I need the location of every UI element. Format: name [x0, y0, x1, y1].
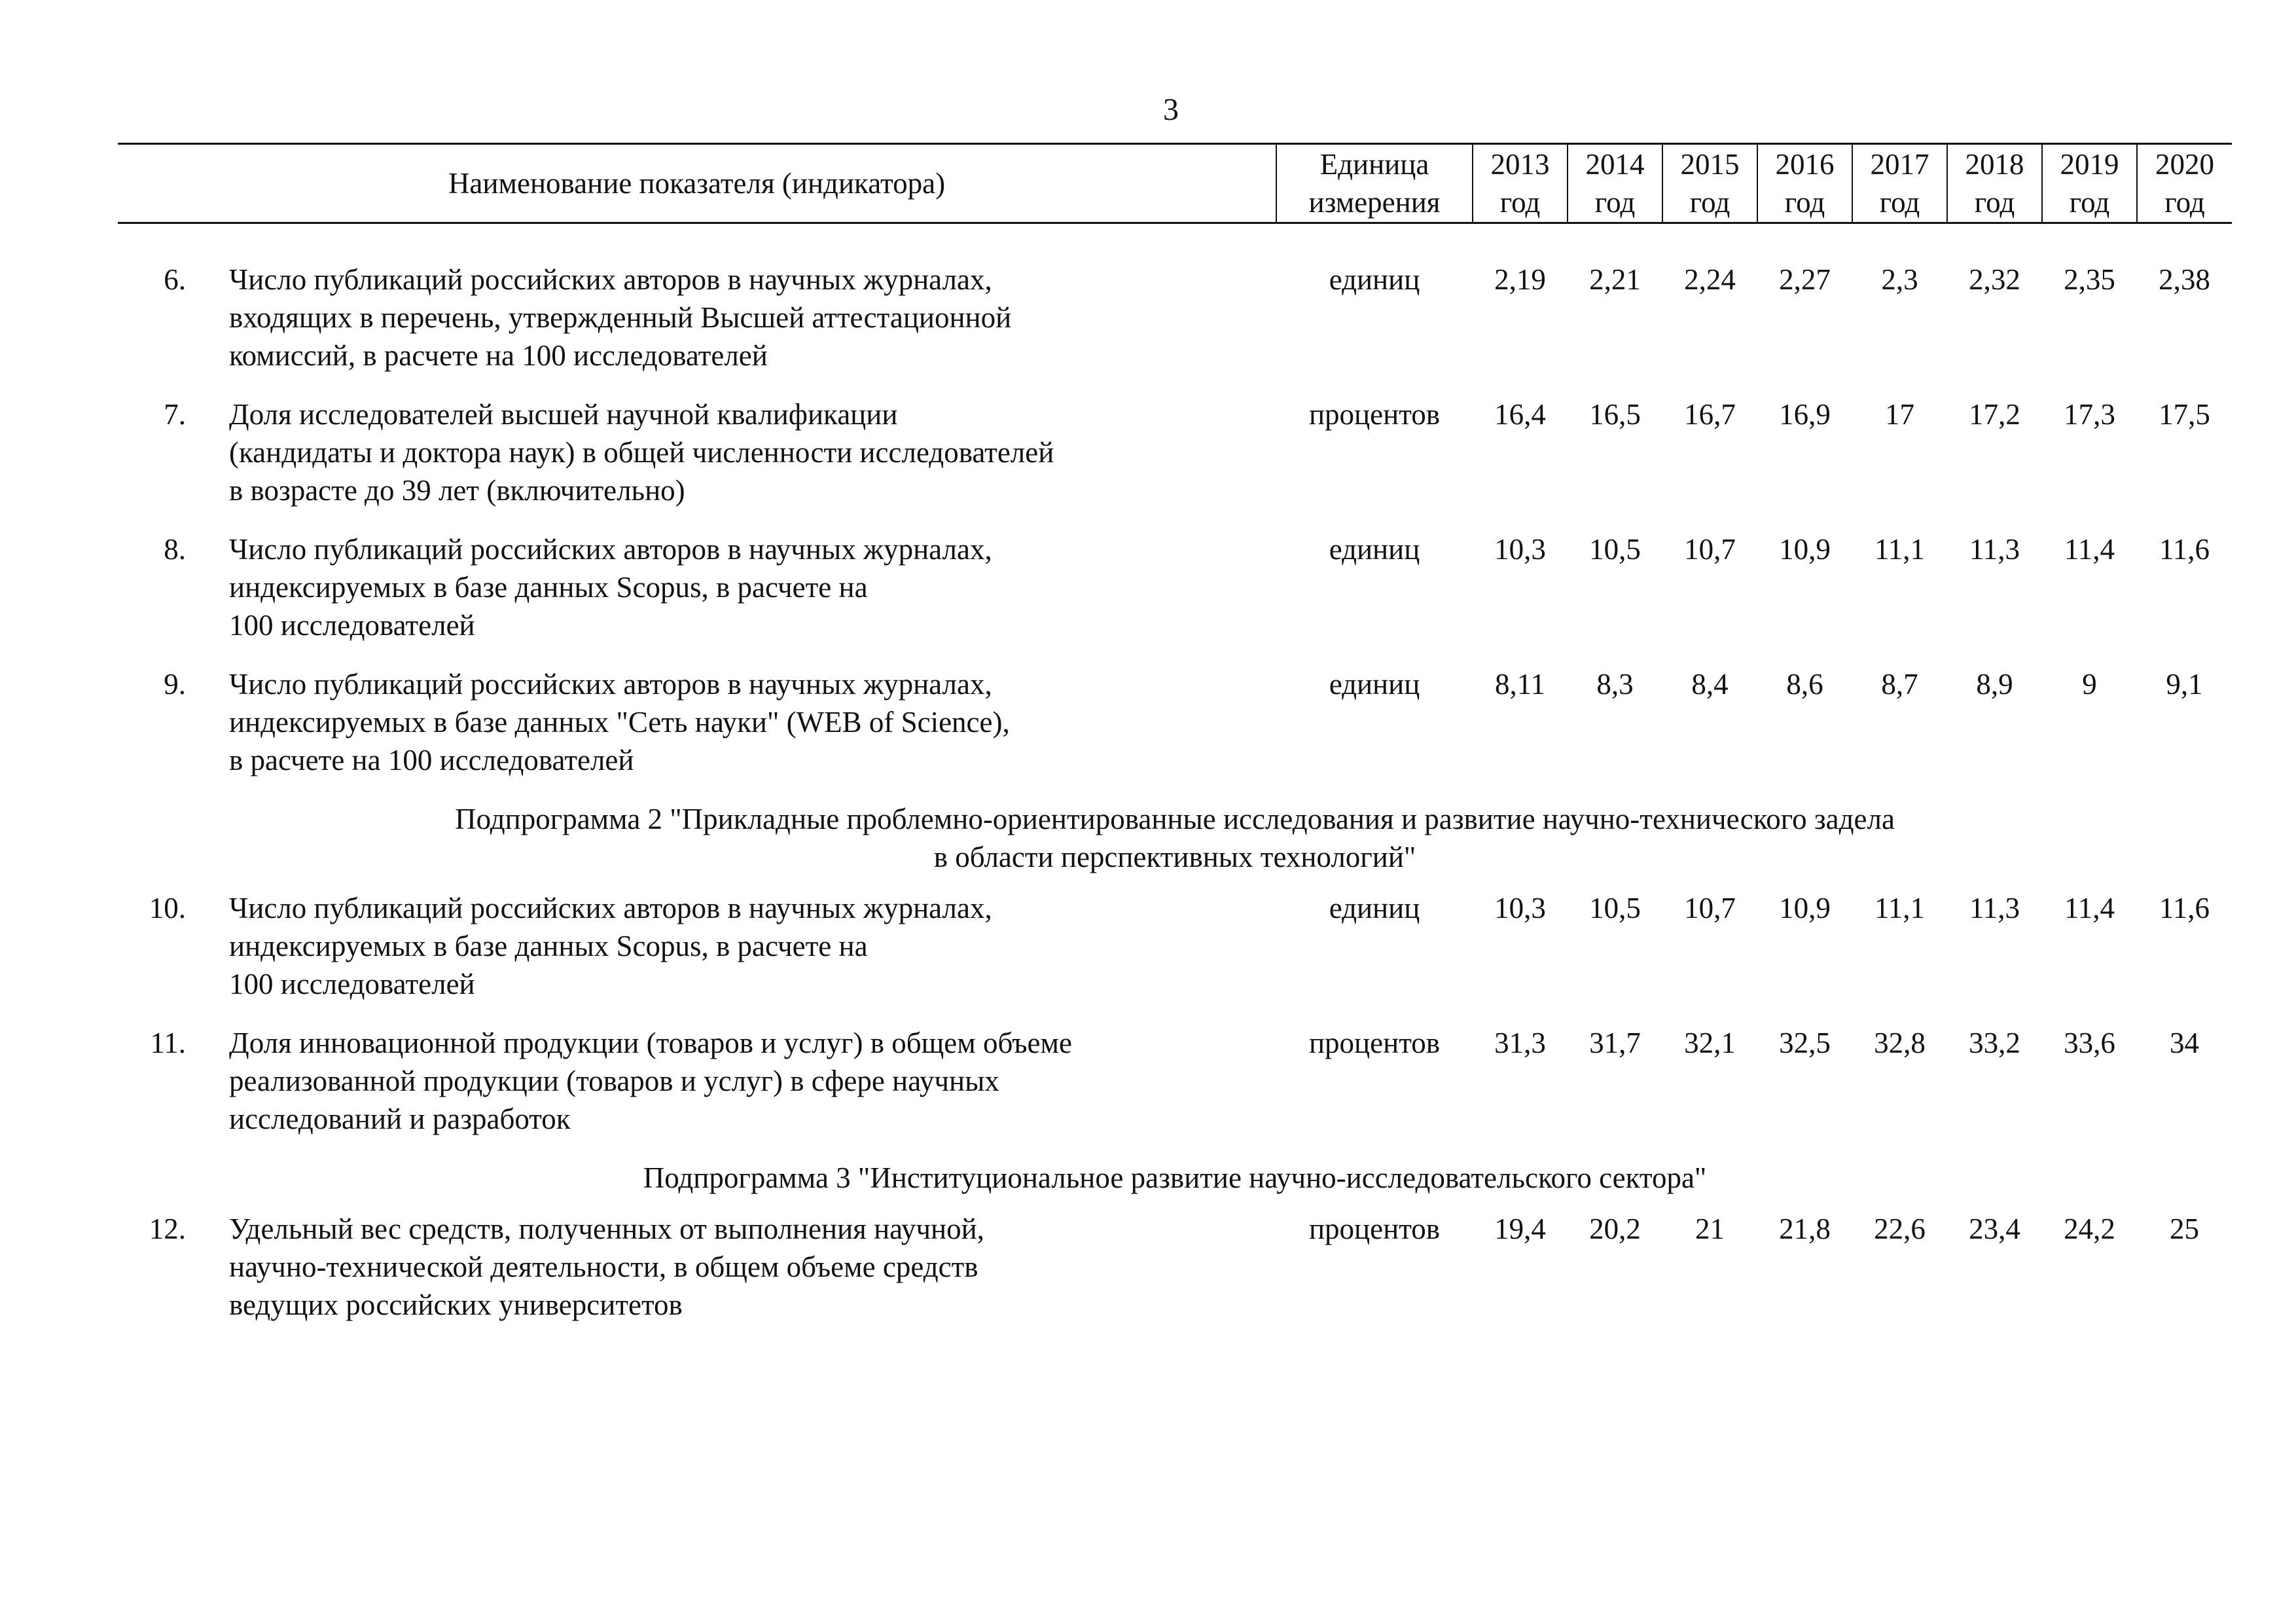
header-unit-line2: измерения: [1308, 186, 1441, 219]
value-2020: 17,5: [2159, 398, 2210, 431]
subprogram-3-heading-row: [118, 1159, 2232, 1210]
indicators-table: [118, 143, 2232, 1345]
value-2014: 10,5: [1589, 892, 1641, 924]
value-2020: 25: [2170, 1213, 2199, 1245]
value-2015: 10,7: [1684, 533, 1736, 566]
value-2018: 33,2: [1969, 1027, 2020, 1059]
subprogram-2-heading: Подпрограмма 2 "Прикладные проблемно-ориентированные исследования и развитие научно-технического задела в области перспективных технологий": [455, 803, 1895, 873]
value-2020: 11,6: [2159, 892, 2210, 924]
value-2020: 2,38: [2159, 263, 2210, 296]
header-unit-line1: Единица: [1319, 148, 1429, 181]
indicator-name: Доля исследователей высшей научной квалификации (кандидаты и доктора наук) в общей численности исследователей в возрасте до 39 лет (включительно): [229, 398, 1054, 507]
header-year-2013: 2013 год: [1473, 144, 1568, 223]
value-2013: 19,4: [1494, 1213, 1546, 1245]
indicator-name: Число публикаций российских авторов в научных журналах, входящих в перечень, утвержденный Высшей аттестационной комиссий, в расчете на 100 исследователей: [229, 263, 1012, 372]
row-number: 9.: [164, 668, 186, 701]
value-2016: 10,9: [1779, 892, 1831, 924]
value-2018: 17,2: [1969, 398, 2020, 431]
value-2020: 34: [2170, 1027, 2199, 1059]
value-2017: 32,8: [1874, 1027, 1926, 1059]
value-2015: 8,4: [1691, 668, 1729, 701]
value-2014: 20,2: [1589, 1213, 1641, 1245]
header-year-2018: 2018 год: [1947, 144, 2042, 223]
header-year-2014: 2014 год: [1568, 144, 1662, 223]
value-2017: 2,3: [1881, 263, 1918, 296]
header-indicator-name-label: Наименование показателя (индикатора): [448, 167, 946, 200]
value-2013: 16,4: [1494, 398, 1546, 431]
table-row: [118, 223, 2232, 396]
indicator-name: Число публикаций российских авторов в научных журналах, индексируемых в базе данных Scopus, в расчете на 100 исследователей: [229, 892, 992, 1000]
value-2017: 11,1: [1874, 533, 1926, 566]
row-number: 7.: [164, 398, 186, 431]
table-body: [118, 223, 2232, 1345]
table-row: [118, 665, 2232, 800]
unit-cell: единиц: [1329, 892, 1420, 924]
unit-cell: процентов: [1308, 1027, 1441, 1059]
value-2017: 22,6: [1874, 1213, 1926, 1245]
value-2013: 31,3: [1494, 1027, 1546, 1059]
indicator-name: Число публикаций российских авторов в научных журналах, индексируемых в базе данных "Сеть науки" (WEB of Science), в расчете на 100 исследователей: [229, 668, 1010, 776]
row-number: 10.: [149, 892, 186, 924]
indicator-name: Удельный вес средств, полученных от выполнения научной, научно-технической деятельности, в общем объеме средств ведущих российских университетов: [229, 1213, 984, 1321]
value-2018: 2,32: [1969, 263, 2020, 296]
header-year-2019: 2019 год: [2042, 144, 2137, 223]
header-year-2020: 2020 год: [2137, 144, 2232, 223]
unit-cell: процентов: [1308, 1213, 1441, 1245]
value-2014: 31,7: [1589, 1027, 1641, 1059]
value-2018: 11,3: [1969, 892, 2020, 924]
value-2016: 16,9: [1779, 398, 1831, 431]
value-2015: 16,7: [1684, 398, 1736, 431]
value-2016: 32,5: [1779, 1027, 1831, 1059]
value-2013: 10,3: [1494, 533, 1546, 566]
unit-cell: единиц: [1329, 263, 1420, 296]
value-2017: 11,1: [1874, 892, 1926, 924]
value-2018: 23,4: [1969, 1213, 2020, 1245]
row-number: 11.: [150, 1027, 186, 1059]
subprogram-3-heading: Подпрограмма 3 "Институциональное развитие научно-исследовательского сектора": [643, 1161, 1707, 1194]
value-2016: 21,8: [1779, 1213, 1831, 1245]
value-2019: 24,2: [2064, 1213, 2115, 1245]
value-2015: 10,7: [1684, 892, 1736, 924]
table-row: [118, 395, 2232, 530]
unit-cell: процентов: [1308, 398, 1441, 431]
value-2019: 11,4: [2064, 533, 2115, 566]
value-2016: 2,27: [1779, 263, 1831, 296]
indicator-name: Число публикаций российских авторов в научных журналах, индексируемых в базе данных Scopus, в расчете на 100 исследователей: [229, 533, 992, 642]
table-header-row: [118, 144, 2232, 223]
value-2014: 16,5: [1589, 398, 1641, 431]
header-indicator-name: [118, 144, 1276, 223]
table-row: [118, 1024, 2232, 1159]
value-2019: 11,4: [2064, 892, 2115, 924]
row-number: 6.: [164, 263, 186, 296]
row-number: 8.: [164, 533, 186, 566]
row-number: 12.: [149, 1213, 186, 1245]
header-unit: [1276, 144, 1473, 223]
value-2013: 10,3: [1494, 892, 1546, 924]
value-2014: 2,21: [1589, 263, 1641, 296]
subprogram-2-heading-row: [118, 800, 2232, 889]
value-2018: 11,3: [1969, 533, 2020, 566]
value-2019: 17,3: [2064, 398, 2115, 431]
value-2020: 9,1: [2166, 668, 2203, 701]
value-2019: 9: [2082, 668, 2097, 701]
value-2016: 10,9: [1779, 533, 1831, 566]
page-number: 3: [1163, 92, 1179, 127]
table-row: [118, 530, 2232, 665]
value-2014: 8,3: [1596, 668, 1634, 701]
value-2018: 8,9: [1976, 668, 2013, 701]
header-year-2015: 2015 год: [1662, 144, 1757, 223]
value-2016: 8,6: [1786, 668, 1823, 701]
value-2017: 17: [1885, 398, 1914, 431]
value-2013: 2,19: [1494, 263, 1546, 296]
value-2020: 11,6: [2159, 533, 2210, 566]
header-year-2016: 2016 год: [1757, 144, 1852, 223]
table-row: [118, 889, 2232, 1024]
header-year-2017: 2017 год: [1852, 144, 1947, 223]
unit-cell: единиц: [1329, 533, 1420, 566]
unit-cell: единиц: [1329, 668, 1420, 701]
value-2017: 8,7: [1881, 668, 1918, 701]
value-2019: 33,6: [2064, 1027, 2115, 1059]
table-row: [118, 1210, 2232, 1345]
value-2015: 2,24: [1684, 263, 1736, 296]
value-2015: 21: [1695, 1213, 1725, 1245]
value-2014: 10,5: [1589, 533, 1641, 566]
indicator-name: Доля инновационной продукции (товаров и услуг) в общем объеме реализованной продукции (товаров и услуг) в сфере научных исследований и разработок: [229, 1027, 1072, 1135]
value-2015: 32,1: [1684, 1027, 1736, 1059]
indicators-table-wrapper: [118, 143, 2232, 1345]
value-2013: 8,11: [1494, 668, 1546, 701]
value-2019: 2,35: [2064, 263, 2115, 296]
